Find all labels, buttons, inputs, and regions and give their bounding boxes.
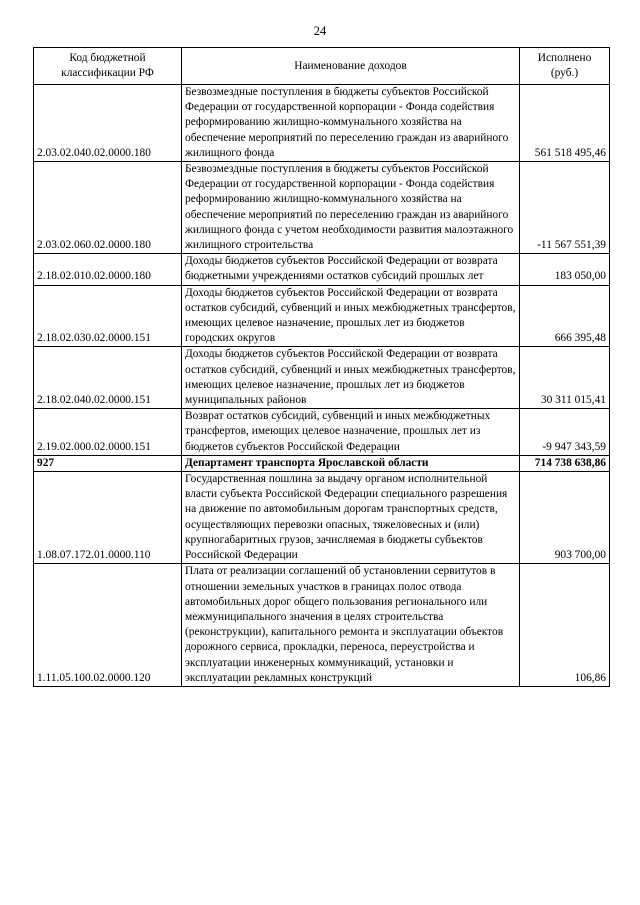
cell-amount: 183 050,00 [520, 254, 610, 285]
cell-code: 2.18.02.010.02.0000.180 [34, 254, 182, 285]
cell-code: 2.18.02.030.02.0000.151 [34, 285, 182, 347]
header-name: Наименование доходов [182, 48, 520, 85]
table-row [34, 85, 610, 162]
cell-amount: 106,86 [520, 564, 610, 687]
cell-name: Департамент транспорта Ярославской области [182, 455, 520, 471]
cell-code: 927 [34, 455, 182, 471]
cell-name: Возврат остатков субсидий, субвенций и иных межбюджетных трансфертов, имеющих целевое назначение, прошлых лет из бюджетов субъектов Российской Федерации [182, 409, 520, 456]
cell-code: 1.08.07.172.01.0000.110 [34, 472, 182, 564]
table-row [34, 564, 610, 687]
cell-code: 2.03.02.060.02.0000.180 [34, 162, 182, 254]
table-header [34, 48, 610, 85]
revenue-table [33, 47, 610, 687]
cell-name: Плата от реализации соглашений об установлении сервитутов в отношении земельных участков в границах полос отвода автомобильных дорог общего пользования регионального или межмуниципального значения в целях строительства (реконструкции), капитального ремонта и эксплуатации объектов дорожного сервиса, прокладки, переноса, переустройства и эксплуатации инженерных коммуникаций, установки и эксплуатации рекламных конструкций [182, 564, 520, 687]
cell-name: Государственная пошлина за выдачу органом исполнительной власти субъекта Российской Федерации специального разрешения на движение по автомобильным дорогам транспортных средств, осуществляющих перевозки опасных, тяжеловесных и (или) крупногабаритных грузов, зачисляемая в бюджеты субъектов Российской Федерации [182, 472, 520, 564]
table-row [34, 409, 610, 456]
cell-name: Доходы бюджетов субъектов Российской Федерации от возврата остатков субсидий, субвенций и иных межбюджетных трансфертов, имеющих целевое назначение, прошлых лет из бюджетов городских округов [182, 285, 520, 347]
cell-amount: 666 395,48 [520, 285, 610, 347]
cell-code: 2.19.02.000.02.0000.151 [34, 409, 182, 456]
cell-amount: 561 518 495,46 [520, 85, 610, 162]
header-amount: Исполнено (руб.) [520, 48, 610, 85]
cell-amount: 714 738 638,86 [520, 455, 610, 471]
header-code: Код бюджетной классификации РФ [34, 48, 182, 85]
cell-name: Доходы бюджетов субъектов Российской Федерации от возврата бюджетными учреждениями остатков субсидий прошлых лет [182, 254, 520, 285]
cell-amount: 30 311 015,41 [520, 347, 610, 409]
cell-name: Безвозмездные поступления в бюджеты субъектов Российской Федерации от государственной корпорации - Фонда содействия реформированию жилищно-коммунального хозяйства на обеспечение мероприятий по переселению граждан из аварийного жилищного фонда [182, 85, 520, 162]
cell-name: Доходы бюджетов субъектов Российской Федерации от возврата остатков субсидий, субвенций и иных межбюджетных трансфертов, имеющих целевое назначение, прошлых лет из бюджетов муниципальных районов [182, 347, 520, 409]
table-row [34, 347, 610, 409]
table-row [34, 455, 610, 471]
cell-code: 2.03.02.040.02.0000.180 [34, 85, 182, 162]
header-row [34, 48, 610, 85]
page-number: 24 [313, 24, 327, 38]
table-row [34, 472, 610, 564]
cell-code: 2.18.02.040.02.0000.151 [34, 347, 182, 409]
cell-code: 1.11.05.100.02.0000.120 [34, 564, 182, 687]
table-row [34, 162, 610, 254]
table-row [34, 285, 610, 347]
cell-name: Безвозмездные поступления в бюджеты субъектов Российской Федерации от государственной корпорации - Фонда содействия реформированию жилищно-коммунального хозяйства на обеспечение мероприятий по переселению граждан из аварийного жилищного фонда с учетом необходимости развития малоэтажного жилищного строительства [182, 162, 520, 254]
table-body [34, 85, 610, 687]
cell-amount: -11 567 551,39 [520, 162, 610, 254]
cell-amount: 903 700,00 [520, 472, 610, 564]
cell-amount: -9 947 343,59 [520, 409, 610, 456]
table-row [34, 254, 610, 285]
